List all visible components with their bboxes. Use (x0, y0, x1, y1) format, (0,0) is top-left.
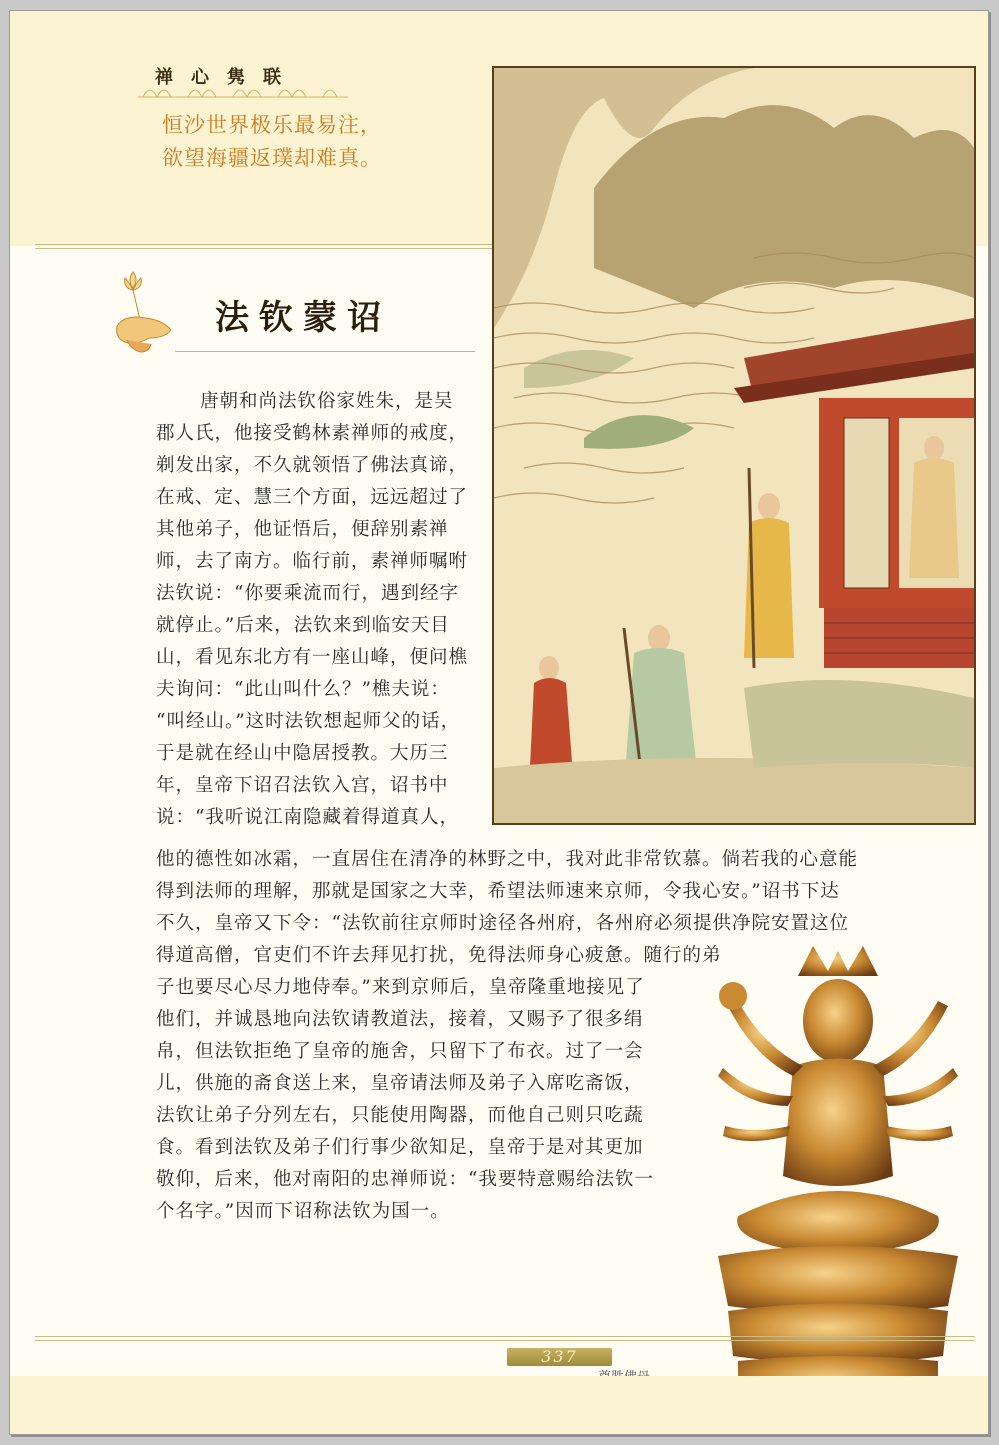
body-line: 唐朝和尚法钦俗家姓朱，是吴 (200, 391, 454, 412)
body-line: 年，皇帝下诏召法钦入宫，诏书中 (156, 775, 449, 796)
temple-painting-image (492, 66, 976, 825)
body-line: 师，去了南方。临行前，素禅师嘱咐 (156, 551, 469, 572)
body-line: 他的德性如冰霜，一直居住在清净的林野之中，我对此非常钦慕。倘若我的心意能 (156, 849, 859, 870)
body-line: 说：“我听说江南隐藏着得道真人， (156, 807, 459, 828)
body-line: 就停止。”后来，法钦来到临安天目 (156, 615, 450, 636)
body-line: 得到法师的理解，那就是国家之大幸，希望法师速来京师，令我心安。”诏书下达 (156, 881, 840, 902)
footer-band (10, 1376, 988, 1434)
body-line: 食。看到法钦及弟子们行事少欲知足，皇帝于是对其更加 (156, 1137, 644, 1158)
body-line: 法钦让弟子分列左右，只能使用陶器，而他自己则只吃蔬 (156, 1105, 644, 1126)
chapter-title: 法钦蒙诏 (215, 298, 391, 338)
body-line: 夫询问：“此山叫什么？”樵夫说： (156, 679, 450, 700)
body-line: 个名字。”因而下诏称法钦为国一。 (156, 1201, 450, 1222)
body-line: 于是就在经山中隐居授教。大历三 (156, 743, 449, 764)
couplet-line-1: 恒沙世界极乐最易注， (162, 113, 382, 137)
running-title: 禅心隽联 (155, 67, 299, 88)
body-line: 帛，但法钦拒绝了皇帝的施舍，只留下了布衣。过了一会 (156, 1041, 644, 1062)
body-line: 山，看见东北方有一座山峰，便问樵 (156, 647, 469, 668)
body-line: 法钦说：“你要乘流而行，遇到经字 (156, 583, 459, 604)
couplet-line-2: 欲望海疆返璞却难真。 (162, 146, 382, 170)
body-line: 他们，并诚恳地向法钦请教道法，接着，又赐予了很多绢 (156, 1009, 644, 1030)
book-page (9, 10, 989, 1435)
body-line: 郡人氏，他接受鹤林素禅师的戒度， (156, 423, 469, 444)
hand-holding-lotus-icon (105, 266, 180, 356)
body-line: “叫经山。”这时法钦想起师父的话， (156, 711, 461, 732)
header-rule (35, 244, 495, 249)
body-line: 得道高僧，官吏们不许去拜见打扰，免得法师身心疲惫。随行的弟 (156, 945, 722, 966)
page-number: 337 (541, 1347, 578, 1366)
body-line: 剃发出家，不久就领悟了佛法真谛， (156, 455, 469, 476)
page-number-badge (507, 1348, 612, 1366)
body-line: 不久，皇帝又下令：“法钦前往京师时途径各州府，各州府必须提供净院安置这位 (156, 913, 849, 934)
title-underline (175, 351, 475, 352)
lotus-ornament-icon (138, 81, 348, 99)
body-line: 其他弟子，他证悟后，便辞别素禅 (156, 519, 449, 540)
body-line: 敬仰，后来，他对南阳的忠禅师说：“我要特意赐给法钦一 (156, 1169, 654, 1190)
buddha-statue-image (698, 946, 978, 1421)
chapter-heading (105, 266, 495, 361)
body-line: 子也要尽心尽力地侍奉。”来到京师后，皇帝隆重地接见了 (156, 977, 645, 998)
body-line: 儿，供施的斋食送上来，皇帝请法师及弟子入席吃斋饭， (156, 1073, 644, 1094)
body-line: 在戒、定、慧三个方面，远远超过了 (156, 487, 469, 508)
footer-rule (35, 1336, 975, 1341)
